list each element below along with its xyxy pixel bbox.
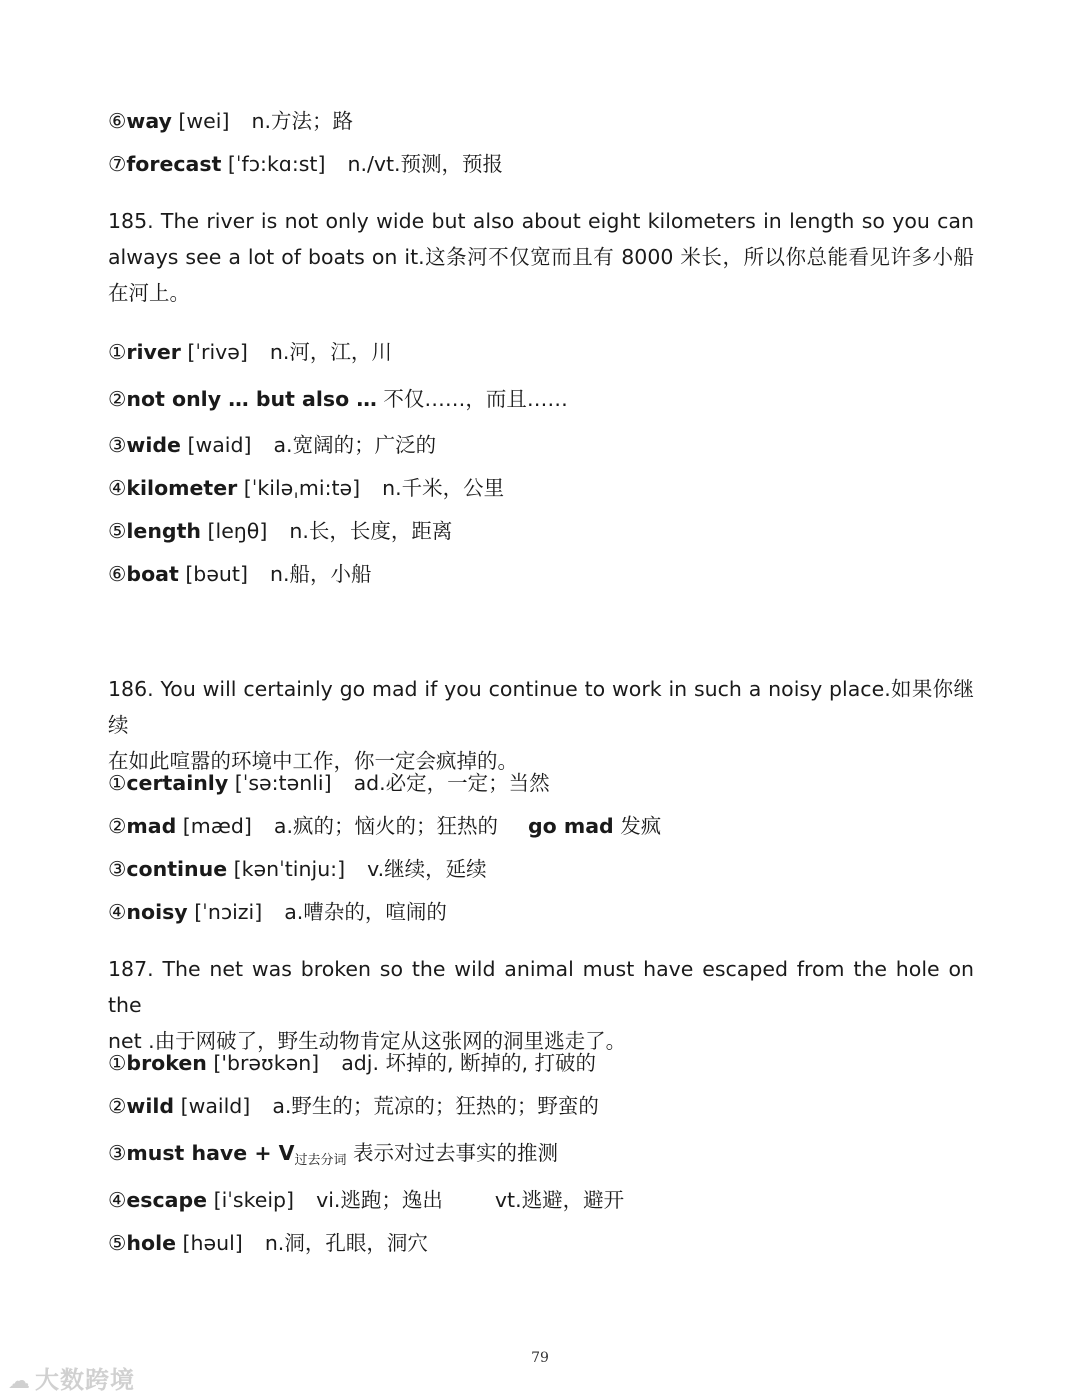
subscript-note: 过去分词: [294, 1153, 347, 1168]
vocab-word: escape: [126, 1188, 208, 1212]
vocab-definition: a.宽阔的；广泛的: [273, 433, 437, 457]
vocab-definition: n.长，长度，距离: [289, 519, 453, 543]
vocab-definition: n./vt.预测，预报: [347, 152, 504, 176]
vocab-word: not only … but also …: [126, 387, 377, 411]
vocab-phonetic: [kənˈtinju:]: [227, 857, 346, 881]
vocab-item: [108, 560, 988, 588]
vocab-item: [108, 338, 988, 366]
vocab-word: river: [126, 340, 181, 364]
item-number: ②: [108, 814, 127, 838]
vocab-definition: a.野生的；荒凉的；狂热的；野蛮的: [272, 1094, 599, 1118]
item-number: ③: [108, 1141, 127, 1165]
vocab-phonetic: [waild]: [174, 1094, 251, 1118]
phrase-word: go mad: [527, 814, 614, 838]
vocab-word: mad: [126, 814, 177, 838]
vocab-word: wild: [126, 1094, 175, 1118]
vocab-word: hole: [126, 1231, 176, 1255]
vocab-definition: 不仅……，而且……: [376, 387, 568, 411]
vocab-phonetic: [iˈskeip]: [207, 1188, 295, 1212]
sentence-line: 在河上。: [108, 281, 190, 305]
item-number: ④: [108, 476, 127, 500]
vocab-definition: n.方法；路: [251, 109, 354, 133]
item-number: ①: [108, 340, 127, 364]
vocab-definition: n.河，江，川: [269, 340, 392, 364]
sentence-185: [108, 203, 974, 311]
item-number: ④: [108, 1188, 127, 1212]
item-number: ①: [108, 1051, 127, 1075]
vocab-phonetic: [ˈsə:tənli]: [228, 771, 332, 795]
vocab-item: [108, 1229, 988, 1257]
phrase-definition: 发疯: [613, 814, 662, 838]
vocab-definition: n.千米，公里: [382, 476, 505, 500]
vocab-word: noisy: [126, 900, 188, 924]
vocab-phonetic: [leŋθ]: [200, 519, 268, 543]
vocab-item: [108, 1139, 988, 1175]
vocab-definition: v.继续，延续: [367, 857, 487, 881]
vocab-word: forecast: [126, 152, 222, 176]
item-number: ⑥: [108, 109, 127, 133]
vocab-definition: vi.逃跑；逸出: [316, 1188, 443, 1212]
item-number: ②: [108, 1094, 127, 1118]
vocab-item: [108, 769, 988, 797]
vocab-definition: n.船，小船: [269, 562, 372, 586]
item-number: ⑦: [108, 152, 127, 176]
sentence-186: [108, 671, 974, 779]
vocab-item: [108, 1186, 988, 1214]
vocab-word: certainly: [126, 771, 229, 795]
watermark: [8, 1360, 135, 1395]
watermark-text: 大数跨境: [35, 1366, 135, 1394]
vocab-phonetic: [waid]: [180, 433, 252, 457]
vocab-word: way: [126, 109, 172, 133]
vocab-phonetic: [ˈfɔ:kɑ:st]: [221, 152, 326, 176]
vocab-definition: a.嘈杂的，喧闹的: [284, 900, 447, 924]
vocab-phonetic: [mæd]: [176, 814, 252, 838]
vocab-definition: a.疯的；恼火的；狂热的: [273, 814, 498, 838]
vocab-item: [108, 855, 988, 883]
vocab-word: boat: [126, 562, 179, 586]
vocab-definition-2: vt.逃避，避开: [494, 1188, 625, 1212]
vocab-item: [108, 517, 988, 545]
vocab-item: [108, 150, 988, 178]
vocab-definition: 表示对过去事实的推测: [346, 1141, 559, 1165]
item-number: ③: [108, 857, 127, 881]
vocab-item: [108, 431, 988, 459]
vocab-word: broken: [126, 1051, 207, 1075]
vocab-item: [108, 385, 988, 413]
item-number: ⑤: [108, 1231, 127, 1255]
sentence-line: net .由于网破了，野生动物肯定从这张网的洞里逃走了。: [108, 1029, 627, 1053]
vocab-phonetic: [ˈrivə]: [180, 340, 248, 364]
item-number: ①: [108, 771, 127, 795]
page-number: 79: [531, 1350, 549, 1366]
cloud-logo-icon: ☁: [8, 1369, 31, 1394]
vocab-item: [108, 812, 988, 840]
vocab-phonetic: [həul]: [176, 1231, 243, 1255]
vocab-phonetic: [bəut]: [178, 562, 248, 586]
item-number: ③: [108, 433, 127, 457]
vocab-definition: adj. 坏掉的, 断掉的, 打破的: [341, 1051, 597, 1075]
vocab-item: [108, 1092, 988, 1120]
vocab-phonetic: [ˈkiləˌmi:tə]: [237, 476, 361, 500]
vocab-phonetic: [wei]: [171, 109, 230, 133]
vocab-item: [108, 1049, 988, 1077]
vocab-phonetic: ['brəʊkən]: [206, 1051, 320, 1075]
vocab-item: [108, 474, 988, 502]
sentence-187: [108, 951, 974, 1059]
sentence-line: 186. You will certainly go mad if you continue to work in such a noisy place.如果你继续: [108, 677, 974, 737]
sentence-line: 185. The river is not only wide but also about eight kilometers in length so you can: [108, 209, 974, 233]
vocab-definition: n.洞，孔眼，洞穴: [264, 1231, 428, 1255]
vocab-word: length: [126, 519, 201, 543]
sentence-line: 187. The net was broken so the wild animal must have escaped from the hole on the: [108, 957, 974, 1017]
vocab-word: wide: [126, 433, 181, 457]
item-number: ⑤: [108, 519, 127, 543]
item-number: ④: [108, 900, 127, 924]
vocab-definition: ad.必定，一定；当然: [353, 771, 550, 795]
vocab-word: kilometer: [126, 476, 238, 500]
item-number: ⑥: [108, 562, 127, 586]
vocab-word: must have + V: [126, 1141, 295, 1165]
vocab-phonetic: [ˈnɔizi]: [187, 900, 263, 924]
sentence-line: 在如此喧嚣的环境中工作，你一定会疯掉的。: [108, 749, 518, 773]
sentence-line: always see a lot of boats on it.这条河不仅宽而且有 8000 米长，所以你总能看见许多小船: [108, 245, 974, 269]
vocab-item: [108, 107, 988, 135]
item-number: ②: [108, 387, 127, 411]
vocab-item: [108, 898, 988, 926]
vocab-word: continue: [126, 857, 228, 881]
